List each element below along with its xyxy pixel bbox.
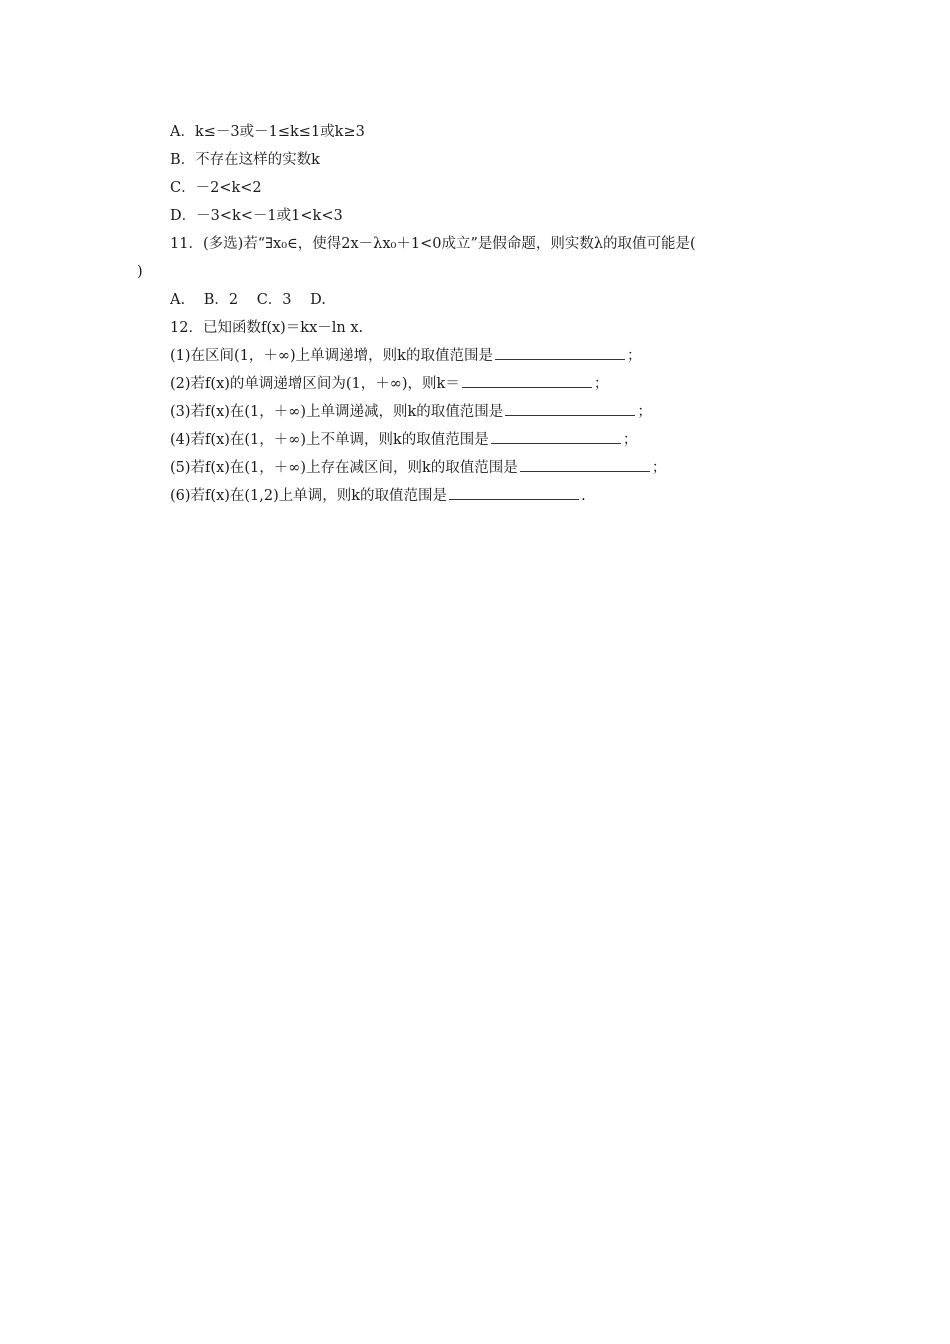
q11-choice-a: A. bbox=[170, 292, 186, 308]
q12-part-5-text: (5)若f(x)在(1，＋∞)上存在减区间，则k的取值范围是 bbox=[170, 460, 518, 476]
q12-part-2-text: (2)若f(x)的单调递增区间为(1，＋∞)，则k＝ bbox=[170, 376, 460, 392]
q12-part-4 bbox=[170, 430, 637, 450]
answer-blank[interactable] bbox=[462, 374, 592, 388]
answer-blank[interactable] bbox=[520, 458, 650, 472]
q10-option-c: C．－2<k<2 bbox=[170, 180, 262, 196]
q11-choice-c: C．3 bbox=[256, 292, 292, 308]
q12-part-5 bbox=[170, 458, 666, 478]
q12-part-4-end: ； bbox=[622, 432, 638, 448]
q12-part-1-end: ； bbox=[626, 348, 642, 364]
q12-part-1-text: (1)在区间(1，＋∞)上单调递增，则k的取值范围是 bbox=[170, 348, 493, 364]
q12-part-6-end: . bbox=[581, 488, 586, 504]
q10-option-d: D．－3<k<－1或1<k<3 bbox=[170, 208, 343, 224]
answer-blank[interactable] bbox=[449, 486, 579, 500]
q12-part-3-text: (3)若f(x)在(1，＋∞)上单调递减，则k的取值范围是 bbox=[170, 404, 504, 420]
q11-choice-b: B．2 bbox=[203, 292, 239, 308]
q11-choices bbox=[170, 290, 326, 310]
q12-stem: 12．已知函数f(x)＝kx－ln x. bbox=[170, 320, 364, 336]
answer-blank[interactable] bbox=[495, 346, 625, 360]
q11-stem-continuation: ) bbox=[137, 264, 143, 280]
q12-part-4-text: (4)若f(x)在(1，＋∞)上不单调，则k的取值范围是 bbox=[170, 432, 489, 448]
q12-part-2-end: ； bbox=[593, 376, 609, 392]
q12-part-2 bbox=[170, 374, 608, 394]
q12-part-5-end: ； bbox=[651, 460, 667, 476]
q12-part-6 bbox=[170, 486, 586, 506]
answer-blank[interactable] bbox=[491, 430, 621, 444]
answer-blank[interactable] bbox=[505, 402, 635, 416]
q10-option-b: B．不存在这样的实数k bbox=[170, 152, 320, 168]
q10-option-a: A．k≤－3或－1≤k≤1或k≥3 bbox=[170, 124, 365, 140]
q11-stem: 11．(多选)若“∃x₀∈，使得2x－λx₀＋1<0成立”是假命题，则实数λ的取值可能是( bbox=[170, 236, 696, 252]
q12-part-1 bbox=[170, 346, 641, 366]
q12-part-3-end: ； bbox=[637, 404, 652, 420]
q12-part-6-text: (6)若f(x)在(1,2)上单调，则k的取值范围是 bbox=[170, 488, 448, 504]
q12-part-3 bbox=[170, 402, 652, 422]
q11-choice-d: D. bbox=[310, 292, 326, 308]
